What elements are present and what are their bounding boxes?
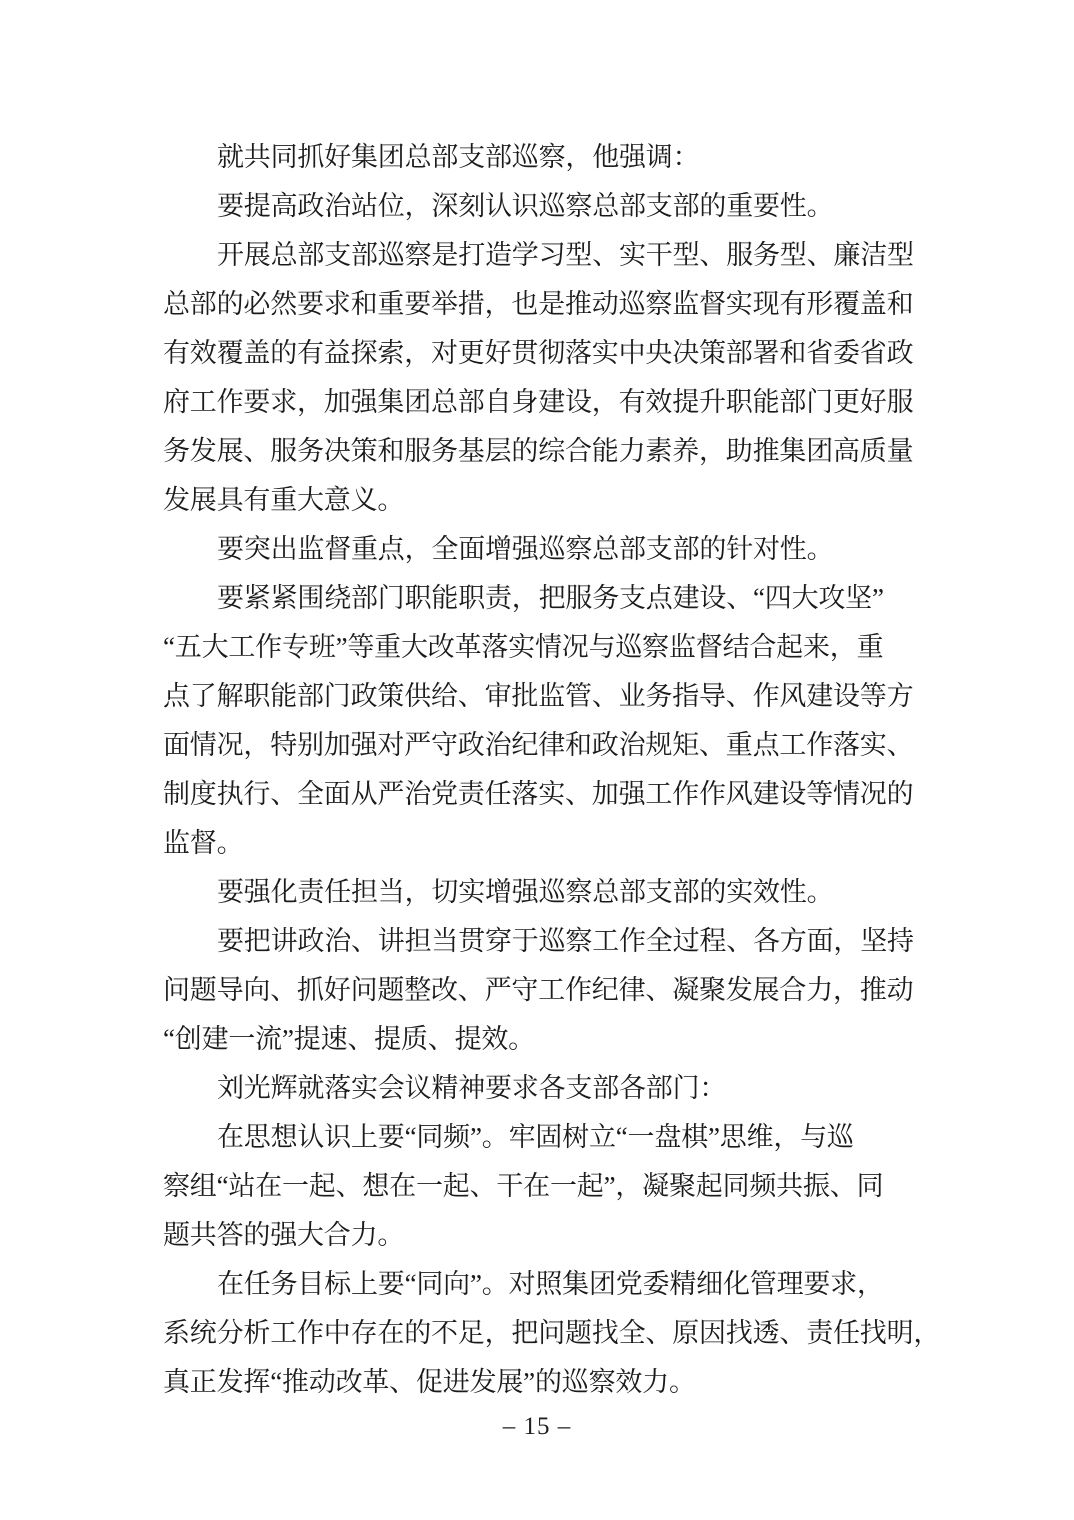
text-line: 刘光辉就落实会议精神要求各支部各部门： — [217, 1073, 727, 1103]
text-line: 察组“站在一起、想在一起、干在一起”，凝聚起同频共振、同 — [163, 1171, 884, 1201]
text-line: 题共答的强大合力。 — [163, 1220, 405, 1250]
text-line: 要提高政治站位，深刻认识巡察总部支部的重要性。 — [217, 191, 834, 221]
text-line: 开展总部支部巡察是打造学习型、实干型、服务型、廉洁型 — [217, 240, 914, 270]
text-line: 要突出监督重点，全面增强巡察总部支部的针对性。 — [217, 534, 834, 564]
text-line: 要强化责任担当，切实增强巡察总部支部的实效性。 — [217, 877, 834, 907]
text-line: 系统分析工作中存在的不足，把问题找全、原因找透、责任找明， — [163, 1318, 941, 1348]
text-line: 就共同抓好集团总部支部巡察，他强调： — [217, 142, 700, 172]
document-body — [163, 133, 941, 1407]
text-line: 有效覆盖的有益探索，对更好贯彻落实中央决策部署和省委省政 — [163, 338, 914, 368]
text-line: “创建一流”提速、提质、提效。 — [163, 1024, 535, 1054]
text-line: “五大工作专班”等重大改革落实情况与巡察监督结合起来，重 — [163, 632, 884, 662]
text-line: 要紧紧围绕部门职能职责，把服务支点建设、“四大攻坚” — [217, 583, 884, 613]
text-line: 府工作要求，加强集团总部自身建设，有效提升职能部门更好服 — [163, 387, 914, 417]
text-line: 面情况，特别加强对严守政治纪律和政治规矩、重点工作落实、 — [163, 730, 914, 760]
text-line: 在思想认识上要“同频”。牢固树立“一盘棋”思维，与巡 — [217, 1122, 854, 1152]
text-line: 监督。 — [163, 828, 244, 858]
text-line: 总部的必然要求和重要举措，也是推动巡察监督实现有形覆盖和 — [163, 289, 914, 319]
text-line: 务发展、服务决策和服务基层的综合能力素养，助推集团高质量 — [163, 436, 914, 466]
text-line: 问题导向、抓好问题整改、严守工作纪律、凝聚发展合力，推动 — [163, 975, 914, 1005]
page-number: – 15 – — [502, 1413, 572, 1440]
text-line: 发展具有重大意义。 — [163, 485, 405, 515]
text-line: 真正发挥“推动改革、促进发展”的巡察效力。 — [163, 1367, 696, 1397]
text-line: 点了解职能部门政策供给、审批监管、业务指导、作风建设等方 — [163, 681, 914, 711]
text-line: 在任务目标上要“同向”。对照集团党委精细化管理要求， — [217, 1269, 884, 1299]
text-line: 制度执行、全面从严治党责任落实、加强工作作风建设等情况的 — [163, 779, 914, 809]
text-line: 要把讲政治、讲担当贯穿于巡察工作全过程、各方面，坚持 — [217, 926, 914, 956]
